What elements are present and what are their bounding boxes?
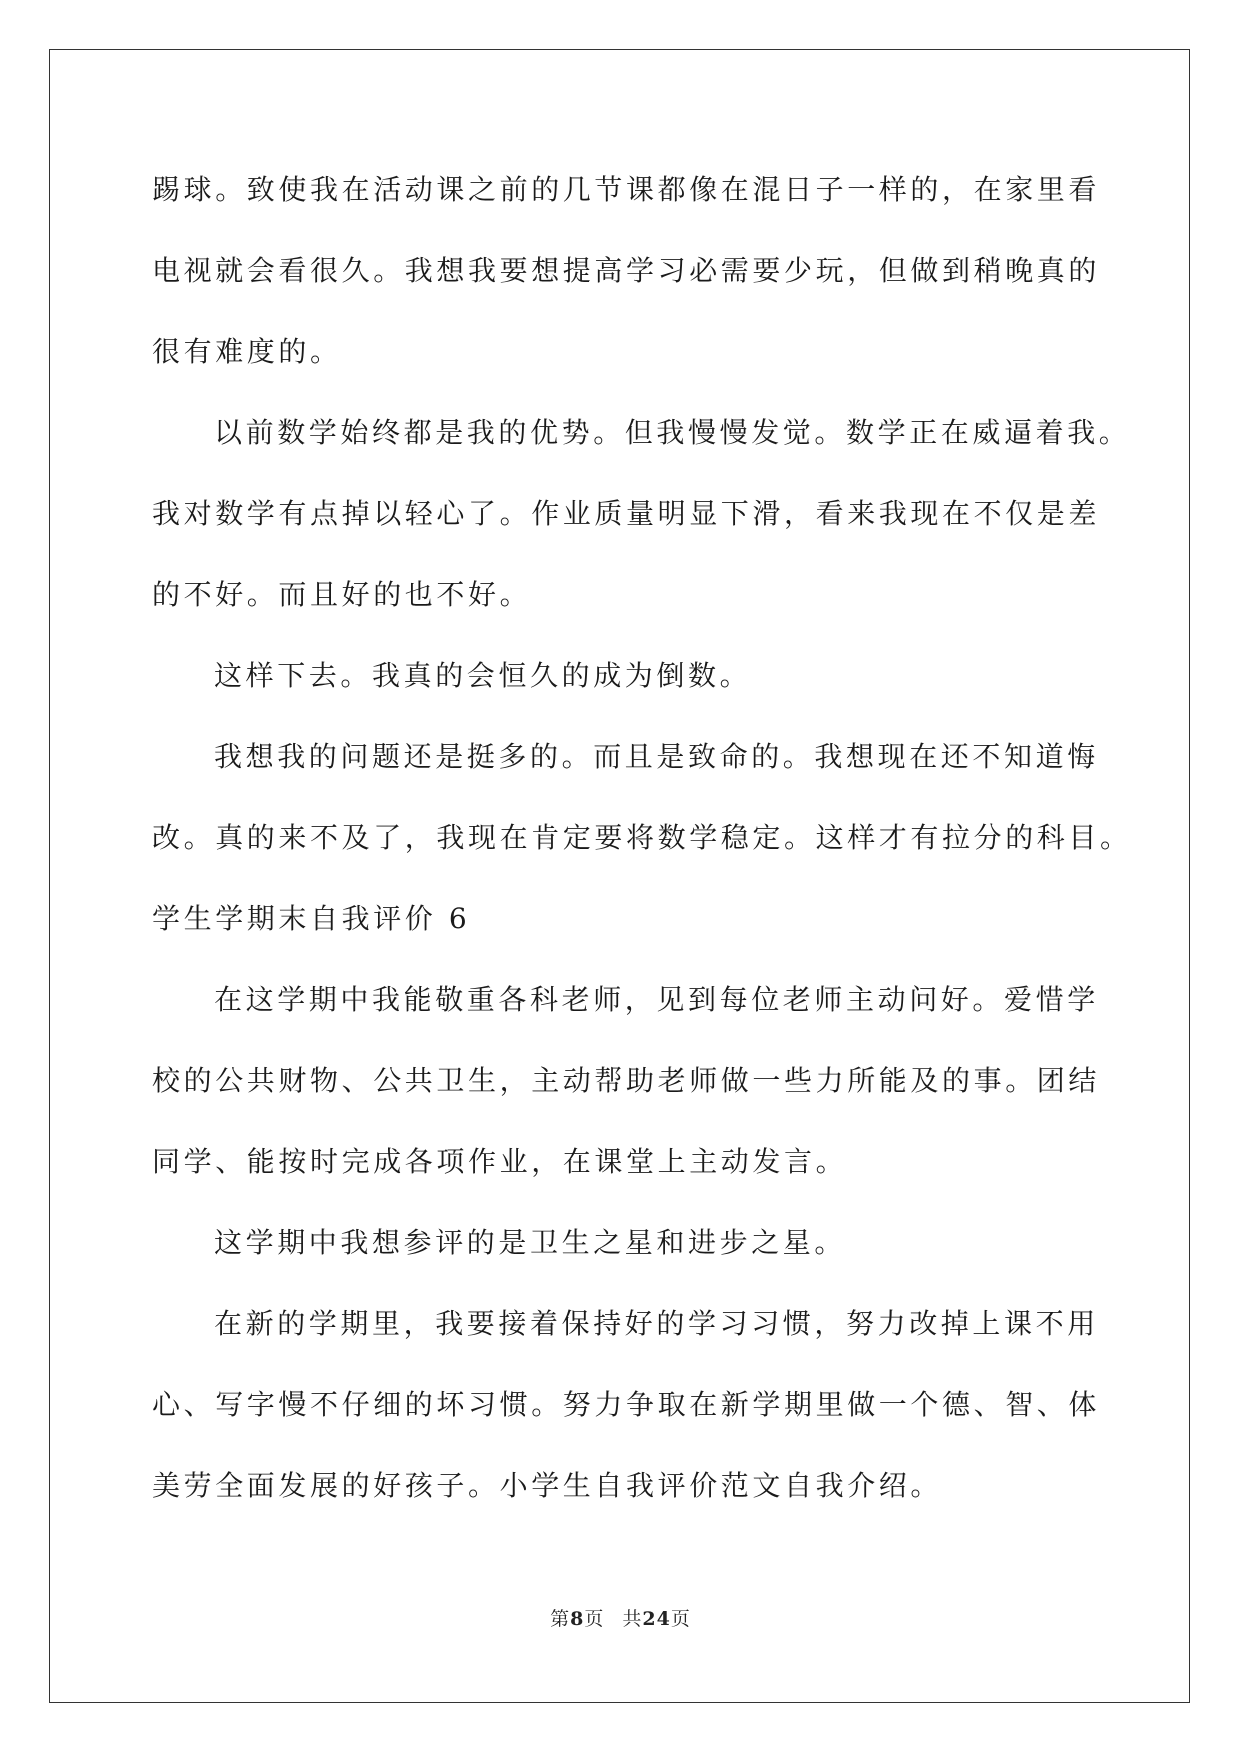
paragraph	[152, 646, 1092, 727]
section-heading: 学生学期末自我评价 6	[152, 902, 471, 935]
document-body	[152, 160, 1132, 1537]
page-footer	[0, 1604, 1241, 1631]
total-pages: 24	[642, 1608, 671, 1630]
text-line: 这样下去。我真的会恒久的成为倒数。	[214, 659, 752, 692]
paragraph	[152, 1213, 1092, 1294]
text-line: 在这学期中我能敬重各科老师，见到每位老师主动问好。爱惜学	[214, 983, 1099, 1016]
text-line: 校的公共财物、公共卫生，主动帮助老师做一些力所能及的事。团结	[152, 1064, 1101, 1097]
text-line: 的不好。而且好的也不好。	[152, 578, 532, 611]
paragraph	[152, 1294, 1101, 1537]
text-line: 电视就会看很久。我想我要想提高学习必需要少玩，但做到稍晚真的	[152, 254, 1101, 287]
paragraph	[152, 160, 1101, 403]
text-line: 同学、能按时完成各项作业，在课堂上主动发言。	[152, 1145, 848, 1178]
text-line: 这学期中我想参评的是卫生之星和进步之星。	[214, 1226, 847, 1259]
text-line: 在新的学期里，我要接着保持好的学习习惯，努力改掉上课不用	[214, 1307, 1099, 1340]
total-suffix: 页	[670, 1608, 691, 1630]
text-line: 心、写字慢不仔细的坏习惯。努力争取在新学期里做一个德、智、体	[152, 1388, 1101, 1421]
page-number: 8	[570, 1608, 585, 1630]
total-prefix: 共	[622, 1608, 643, 1630]
text-line: 改。真的来不及了，我现在肯定要将数学稳定。这样才有拉分的科目。	[152, 821, 1132, 854]
text-line: 很有难度的。	[152, 335, 342, 368]
text-line: 以前数学始终都是我的优势。但我慢慢发觉。数学正在威逼着我。	[214, 416, 1131, 449]
text-line: 踢球。致使我在活动课之前的几节课都像在混日子一样的，在家里看	[152, 173, 1101, 206]
text-line: 我想我的问题还是挺多的。而且是致命的。我想现在还不知道悔	[214, 740, 1099, 773]
paragraph	[152, 970, 1101, 1213]
paragraph	[152, 403, 1131, 646]
page-suffix: 页	[584, 1608, 605, 1630]
text-line: 我对数学有点掉以轻心了。作业质量明显下滑，看来我现在不仅是差	[152, 497, 1101, 530]
page-prefix: 第	[550, 1608, 571, 1630]
paragraph	[152, 727, 1132, 889]
text-line: 美劳全面发展的好孩子。小学生自我评价范文自我介绍。	[152, 1469, 943, 1502]
